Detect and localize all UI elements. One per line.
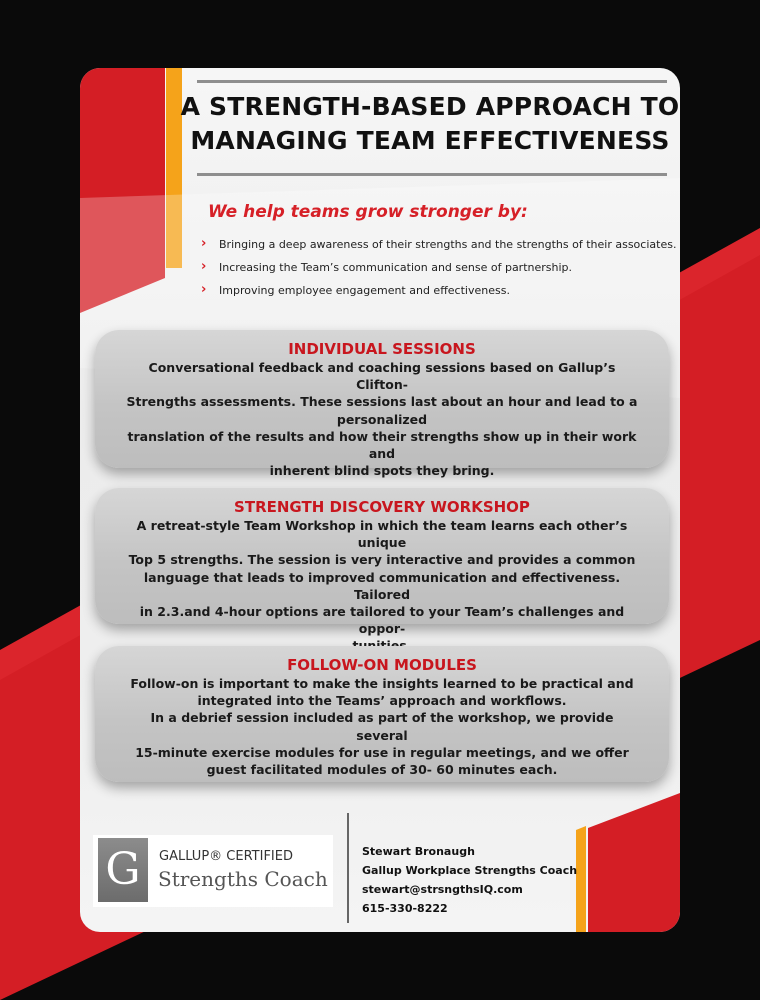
list-item-text: Increasing the Team’s communication and sense of partnership. [219,261,573,274]
section-heading: FOLLOW-ON MODULES [287,656,477,674]
section-line: Top 5 strengths. The session is very interactive and provides a common [128,552,636,568]
list-item-text: Improving employee engagement and effectiveness. [219,284,510,297]
benefit-list [201,236,676,305]
section-line: language that leads to improved communication and effectiveness. Tailored [143,569,621,602]
contact-block [362,842,577,918]
contact-email[interactable]: stewart@strsngthsIQ.com [362,883,523,896]
list-item [201,236,676,259]
flyer-card [80,68,680,932]
list-item [201,282,676,305]
gallup-g-icon: G [98,838,148,902]
contact-role: Gallup Workplace Strengths Coach [362,864,578,877]
title-top-rule [197,80,667,83]
footer-divider [347,813,349,923]
page-title [180,90,680,158]
title-bottom-rule [197,173,667,176]
section-line: A retreat-style Team Workshop in which the team learns each other’s unique [136,518,628,551]
individual-sessions-panel [95,330,669,479]
section-heading: STRENGTH DISCOVERY WORKSHOP [234,498,530,516]
section-line: Strengths assessments. These sessions last about an hour and lead to a [126,394,638,410]
title-line-1: A STRENGTH-BASED APPROACH TO [180,92,680,121]
tagline: We help teams grow stronger by: [208,202,528,222]
contact-phone[interactable]: 615-330-8222 [362,902,448,915]
chevron-right-icon: › [201,259,207,274]
section-body [123,675,641,778]
section-line: Conversational feedback and coaching sessions based on Gallup’s Clifton- [148,360,616,393]
gallup-certified-logo [93,835,333,907]
strength-discovery-workshop-panel [95,488,669,637]
section-line: guest facilitated modules of 30- 60 minutes each. [206,762,558,778]
section-line: inherent blind spots they bring. [269,463,495,479]
section-body [123,359,641,479]
contact-name: Stewart Bronaugh [362,845,475,858]
chevron-right-icon: › [201,282,207,297]
section-line: Follow-on is important to make the insights learned to be practical and [130,676,634,691]
logo-line-2: Strengths Coach [158,867,328,891]
chevron-right-icon: › [201,236,207,251]
section-heading: INDIVIDUAL SESSIONS [288,340,476,358]
logo-line-1: GALLUP® CERTIFIED [159,849,293,864]
section-body [123,517,641,655]
section-line: 15-minute exercise modules for use in regular meetings, and we offer [135,744,629,760]
section-line: in 2.3.and 4-hour options are tailored to your Team’s challenges and oppor- [139,604,625,637]
list-item-text: Bringing a deep awareness of their strengths and the strengths of their associates. [219,238,677,251]
section-line: In a debrief session included as part of the workshop, we provide several [150,710,614,743]
title-line-2: MANAGING TEAM EFFECTIVENESS [190,126,670,155]
section-line: integrated into the Teams’ approach and workflows. [197,693,567,709]
follow-on-modules-panel [95,646,669,782]
list-item [201,259,676,282]
section-line: translation of the results and how their strengths show up in their work and [127,428,637,462]
section-line: personalized [336,411,428,427]
